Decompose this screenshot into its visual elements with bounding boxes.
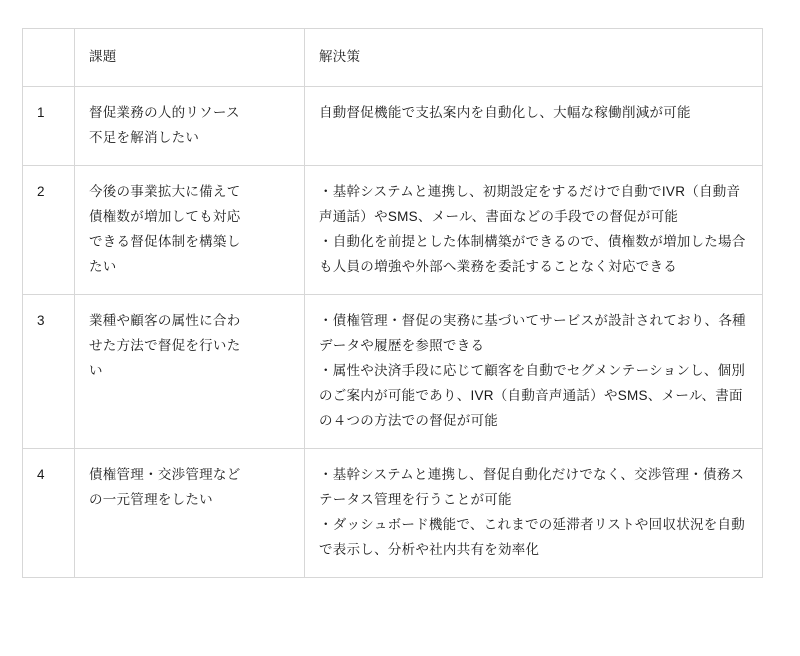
issue-line: できる督促体制を構築し: [89, 233, 241, 249]
row-number: 4: [23, 448, 75, 577]
row-solution: [305, 448, 763, 577]
column-header-issue: 課題: [75, 29, 305, 87]
row-issue: [75, 165, 305, 294]
solution-item: ・ダッシュボード機能で、これまでの延滞者リストや回収状況を自動で表示し、分析や社内共有を効率化: [319, 516, 746, 557]
solution-item: ・属性や決済手段に応じて顧客を自動でセグメンテーションし、個別のご案内が可能であり、IVR（自動音声通話）やSMS、メール、書面の４つの方法での督促が可能: [319, 362, 746, 428]
solution-item: 自動督促機能で支払案内を自動化し、大幅な稼働削減が可能: [319, 104, 691, 120]
table-header-row: [23, 29, 763, 87]
issue-solution-table: [22, 28, 763, 578]
solution-item: ・基幹システムと連携し、初期設定をするだけで自動でIVR（自動音声通話）やSMS、メール、書面などの手段での督促が可能: [319, 183, 741, 224]
issue-line: せた方法で督促を行いた: [89, 337, 241, 353]
table-row: [23, 294, 763, 448]
row-number: 3: [23, 294, 75, 448]
row-number: 1: [23, 86, 75, 165]
issue-line: たい: [89, 258, 117, 274]
solution-item: ・債権管理・督促の実務に基づいてサービスが設計されており、各種データや履歴を参照できる: [319, 312, 746, 353]
table-header: [23, 29, 763, 87]
issue-line: の一元管理をしたい: [89, 491, 213, 507]
row-solution: [305, 294, 763, 448]
issue-line: 業種や顧客の属性に合わ: [89, 312, 241, 328]
row-issue: [75, 448, 305, 577]
row-solution: [305, 86, 763, 165]
solution-item: ・自動化を前提とした体制構築ができるので、債権数が増加した場合も人員の増強や外部へ業務を委託することなく対応できる: [319, 233, 746, 274]
row-number: 2: [23, 165, 75, 294]
issue-line: 督促業務の人的リソース: [89, 104, 240, 120]
issue-line: 今後の事業拡大に備えて: [89, 183, 241, 199]
issue-line: 不足を解消したい: [89, 129, 200, 145]
issue-line: 債権数が増加しても対応: [89, 208, 241, 224]
table-row: [23, 86, 763, 165]
issue-line: い: [89, 362, 103, 378]
row-solution: [305, 165, 763, 294]
table-row: [23, 165, 763, 294]
row-issue: [75, 86, 305, 165]
table-row: [23, 448, 763, 577]
column-header-number: [23, 29, 75, 87]
solution-item: ・基幹システムと連携し、督促自動化だけでなく、交渉管理・債務ステータス管理を行うことが可能: [319, 466, 745, 507]
issue-line: 債権管理・交渉管理など: [89, 466, 241, 482]
row-issue: [75, 294, 305, 448]
column-header-solution: 解決策: [305, 29, 763, 87]
table-body: [23, 86, 763, 577]
